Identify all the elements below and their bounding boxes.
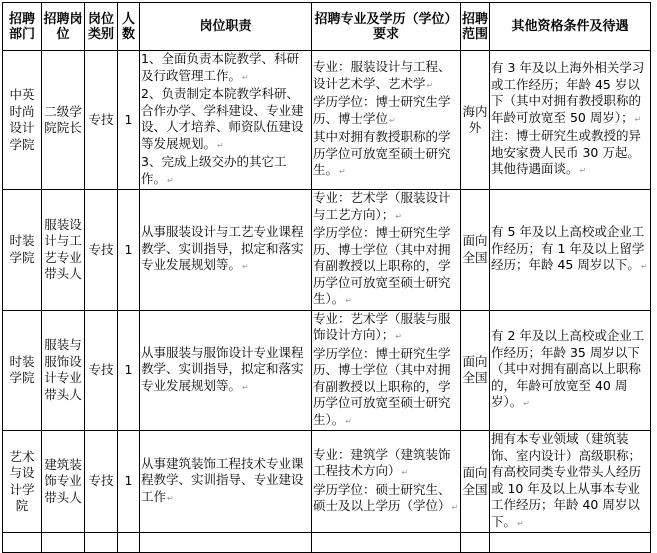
req-text: 专业：艺术学（服装与服饰设计方向）； ↵ [313,311,459,346]
duties-cell [140,51,312,190]
requirements-cell [312,310,461,431]
other-text: 注：博士研究生或教授的异地安家费人民币 30 万起。其他待遇面谈。 ↵ [491,128,649,180]
dept-cell: 艺术与设计学院 [3,431,42,533]
type-cell: 专技 [85,431,118,533]
duty-text: 从事服装设计与工艺专业课程教学、实训指导，拟定和落实专业发展规划等。 ↵ [141,224,310,276]
count-cell: 1 [118,51,140,190]
other-cell [490,431,651,533]
req-text: 学历学位：博士研究生学历、博士学位（其中对拥有副教授以上职称的，学历学位可放宽至硕士研究生）。 ↵ [313,346,459,431]
other-text: 有 3 年及以上海外相关学习或工作经历；年龄 45 岁以下（其中对拥有教授职称的年龄可放宽至 50 周岁）； ↵ [491,60,649,128]
recruitment-table [2,2,651,553]
dept-cell: 时装学院 [3,190,42,311]
header-scope: 招聘范围 [461,3,490,51]
req-text: 学历学位：硕士研究生、硕士及以上学历（学位） ↵ [313,482,459,517]
header-count: 人数 [118,3,140,51]
header-post: 招聘岗位 [42,3,85,51]
type-cell: 专技 [85,310,118,431]
duty-text: 从事建筑装饰工程技术专业课程教学、实训指导、专业建设工作 ↵ [141,456,310,508]
dept-cell: 时装学院 [3,310,42,431]
req-text: 专业：建筑学（建筑装饰工程技术方向） ↵ [313,447,459,482]
table-row [3,190,651,311]
other-cell [490,310,651,431]
scope-cell: 面向全国 [461,190,490,311]
type-cell: 专技 [85,190,118,311]
header-requirements: 招聘专业及学历（学位） 要求 [312,3,461,51]
table-row [3,51,651,190]
post-cell: 二级学院院长 [42,51,85,190]
scope-cell: 海内外 [461,51,490,190]
requirements-cell [312,431,461,533]
duties-cell [140,310,312,431]
other-text: 有 5 年及以上高校或企业工作经历；有 1 年及以上留学经历；年龄 45 周岁以下。 ↵ [491,224,649,276]
req-text: 学历学位：博士研究生学历、博士学位 ↵ [313,94,459,129]
scope-cell: 面向全国 [461,431,490,533]
type-cell: 专技 [85,51,118,190]
other-cell [490,51,651,190]
req-text: 其中对拥有教授职称的学历学位可放宽至硕士研究生。 ↵ [313,129,459,181]
count-cell: 1 [118,190,140,311]
requirements-cell [312,51,461,190]
count-cell: 1 [118,431,140,533]
other-cell [490,190,651,311]
duty-text: 2、负责制定本院教学科研、合作办学、学科建设、专业建设、人才培养、师资队伍建设等发展规划。 ↵ [141,86,310,154]
header-row [3,3,651,51]
header-duties: 岗位职责 [140,3,312,51]
duty-text: 3、完成上级交办的其它工作。 ↵ [141,154,310,189]
req-text: 学历学位：博士研究生学历、博士学位（其中对拥有副教授以上职称的，学历学位可放宽至硕士研究生）。 ↵ [313,225,459,310]
post-cell: 建筑装饰专业带头人 [42,431,85,533]
duty-text: 1、全面负责本院教学、科研及行政管理工作。 ↵ [141,51,310,86]
table-row [3,431,651,533]
dept-cell: 中英时尚设计学院 [3,51,42,190]
post-cell: 服装与服饰设计专业带头人 [42,310,85,431]
post-cell: 服装设计与工艺专业带头人 [42,190,85,311]
other-text: 有 2 年及以上高校或企业工作经历；年龄 35 周岁以下（其中对拥有副高以上职称的，年龄可放宽至 40 周岁）。 ↵ [491,328,649,413]
req-text: 专业：艺术学（服装设计与工艺方向）； ↵ [313,190,459,225]
req-text: 专业：服装设计与工程、设计艺术学、艺术学 ↵ [313,59,459,94]
other-text: 拥有本专业领域（建筑装饰、室内设计）高级职称；有高校同类专业带头人经历或 10 年及以上从事本专业工作经历；年龄 40 周岁以下。 ↵ [491,431,649,532]
duty-text: 从事服装与服饰设计专业课程教学、实训指导，拟定和落实专业发展规划等。 ↵ [141,345,310,397]
header-other: 其他资格条件及待遇 [490,3,651,51]
scope-cell: 面向全国 [461,310,490,431]
table-row [3,310,651,431]
count-cell: 1 [118,310,140,431]
duties-cell [140,431,312,533]
duties-cell [140,190,312,311]
table-row-partial [3,533,651,553]
header-type: 岗位类别 [85,3,118,51]
header-dept: 招聘部门 [3,3,42,51]
requirements-cell [312,190,461,311]
